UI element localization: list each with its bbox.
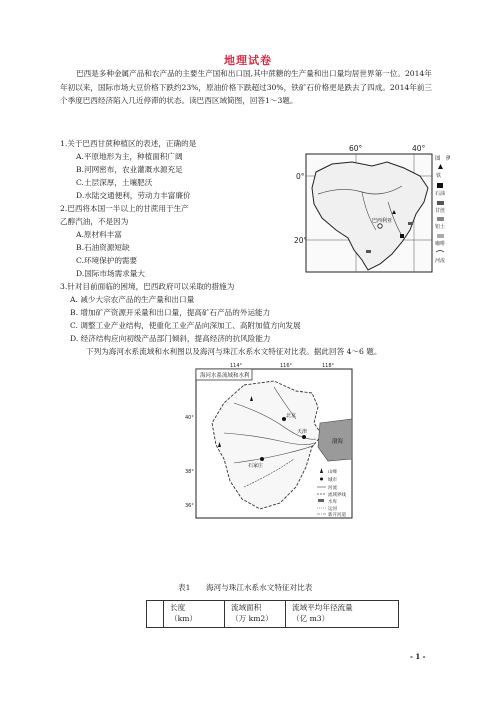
brazil-map: [292, 142, 450, 274]
header-length-unit: （km）: [170, 614, 197, 623]
haihe-map: [184, 363, 356, 520]
q3-option-a: A. 减少大宗农产品的生产量和出口量: [70, 295, 195, 304]
header-length-text: 长度: [170, 603, 186, 612]
oil-symbol: [400, 234, 404, 238]
city-tianjin-marker: [302, 435, 306, 439]
lat-label-40: 40°: [185, 415, 194, 421]
map1-legend-title: 图 例: [435, 156, 450, 162]
legend-iron-icon: [438, 164, 443, 169]
legend-peak-label: 山峰: [328, 470, 337, 475]
legend-new-channel-label: 新开河道: [328, 513, 346, 518]
legend-river-icon: [436, 251, 444, 253]
q3-option-b: B. 增加矿产资源开采量和出口量，提高矿石产品的外运能力: [70, 308, 271, 317]
q2-option-d: D.国际市场需求量大: [76, 269, 145, 278]
table-header-area: [225, 601, 286, 628]
header-area-unit: （万 km2）: [231, 614, 273, 623]
q2-option-b: B.石油资源短缺: [76, 243, 130, 252]
question-3-stem: 3.针对目前面临的困境，巴西政府可以采取的措施为: [60, 282, 235, 291]
q1-option-c: C.土层深厚，土壤肥沃: [76, 178, 153, 187]
intro-paragraph-2: 下列为海河水系流域和水利图以及海河与珠江水系水文特征对比表。据此回答 4～6 题。: [86, 347, 382, 356]
city-shijiazhuang-marker: [260, 457, 264, 461]
lat-label-36: 36°: [185, 503, 194, 509]
q1-option-b: B.河网密布，农业灌溉水源充足: [76, 165, 183, 174]
legend-oil-icon: [437, 183, 443, 188]
lat-label-38: 38°: [185, 469, 194, 475]
coffee-symbol: [366, 250, 371, 253]
header-runoff-text: 流域平均年径流量: [292, 603, 353, 612]
capital-marker: [378, 224, 382, 228]
question-1-stem: 1.关于巴西甘蔗种植区的表述，正确的是: [60, 139, 197, 148]
map2-title: 海河水系流域和水利: [200, 373, 250, 379]
q2-option-a: A.原材料丰富: [76, 230, 122, 239]
hydrology-table: [146, 600, 399, 628]
legend-oil-label: 石油: [435, 191, 446, 197]
table-header-length: [164, 601, 225, 628]
table-corner-cell: [147, 601, 164, 628]
table-caption-number: 表1: [178, 583, 191, 592]
legend-iron-label: 铁: [436, 173, 442, 179]
legend-city-label: 城市: [328, 478, 337, 483]
legend-reservoir-label: 水库: [328, 500, 337, 505]
legend-city-icon: [320, 478, 323, 481]
city-shijiazhuang: 石家庄: [248, 463, 264, 469]
lat-label-20: 20°: [294, 236, 308, 245]
lon-label-116: 116°: [280, 363, 293, 369]
legend-bauxite-icon: [437, 217, 444, 221]
q1-option-d: D.水陆交通便利，劳动力丰富廉价: [76, 191, 191, 200]
question-2-stem: 2.巴西将本国一半以上的甘蔗用于生产: [60, 204, 189, 213]
sugarcane-symbol: [408, 222, 413, 225]
header-area-text: 流域面积: [231, 603, 262, 612]
lon-label-114: 114°: [230, 363, 243, 369]
lon-label-118: 118°: [322, 363, 335, 369]
question-2-stem-cont: 乙醇汽油，不是因为: [60, 217, 129, 226]
q1-option-a: A.平原地形为主，种植面积广阔: [76, 152, 183, 161]
intro-paragraph: 巴西是多种金属产品和农产品的主要生产国和出口国,其中蔗糖的生产量和出口量均居世界第一位。2014年年初以来，国际市场大豆价格下跌约23%，原油价格下跌超过30%，铁矿石价格更是跌去了四成。2014年前三个季度巴西经济陷入几近停滞的状态。读巴西区域简图，回答1～3题。: [60, 69, 433, 106]
legend-sugarcane-icon: [437, 201, 444, 205]
lon-label-40: 40°: [412, 144, 426, 153]
legend-reservoir-icon: [318, 499, 324, 502]
legend-coffee-label: 咖啡: [435, 241, 446, 247]
page-title: 地理试卷: [224, 54, 272, 67]
q3-option-d: D. 经济结构应向初级产品部门倾斜，提高经济的抗风险能力: [70, 334, 271, 343]
legend-coffee-icon: [437, 234, 444, 238]
page-number: - 1 -: [410, 652, 426, 661]
table-caption: 海河与珠江水系水文特征对比表: [206, 583, 313, 592]
lat-label-0: 0°: [296, 172, 305, 181]
sea-label: 渤海: [332, 439, 344, 445]
city-label: 巴西利亚: [372, 218, 393, 224]
legend-river-label: 河流: [435, 258, 446, 264]
legend-canal-label: 运河: [328, 507, 337, 512]
legend-boundary-label: 流域界线: [328, 493, 346, 498]
lon-label-60: 60°: [349, 144, 363, 153]
q2-option-c: C.环境保护的需要: [76, 256, 138, 265]
q3-option-c: C. 调整工业产业结构，使重化工业产品向深加工、高附加值方向发展: [70, 321, 301, 330]
table-header-runoff: [286, 601, 399, 628]
table-header-row: [147, 601, 399, 628]
city-tianjin: 天津: [297, 429, 308, 435]
city-beijing: 北京: [286, 413, 297, 419]
header-runoff-unit: （亿 m3）: [292, 614, 330, 623]
legend-sugarcane-label: 甘蔗: [435, 208, 446, 214]
legend-bauxite-label: 铝土: [435, 224, 446, 230]
legend-river-label: 河流: [328, 486, 337, 491]
